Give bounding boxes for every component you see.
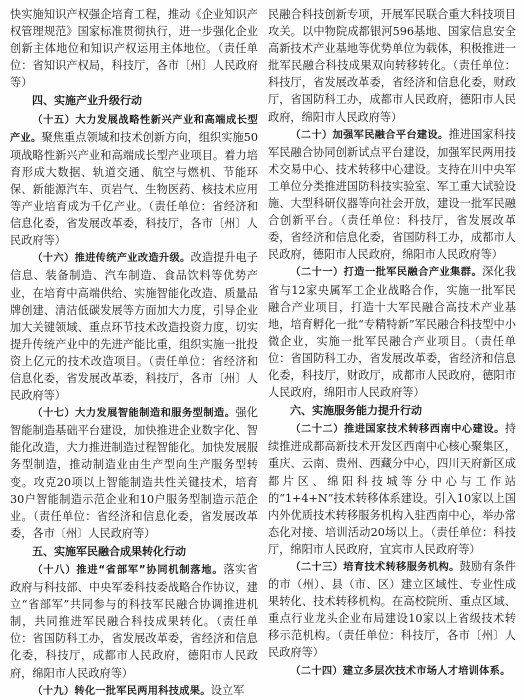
item-paragraph	[268, 263, 516, 401]
paragraph: 民融合科技创新专项，开展军民联合重大科技项目攻关。以中物院成都银河596基地、国家信息安全高新技术产业基地等优势单位为载体，积极推进一批军民融合科技成果双向转移转化。（责任单位：科技厅，省发展改革委，省经济和信息化委，财政厅，省国防科工办，成都市人民政府，德阳市人民政府，绵阳市人民政府等）	[268, 8, 516, 124]
item-title: （十五）大力发展战略性新兴产业和高端成长型产业。	[10, 114, 258, 144]
section-heading: 六、实施服务能力提升行动	[290, 404, 422, 418]
item-text: 聚焦重点领域和技术创新方向，组织实施50项战略性新兴产业和高端成长型产业项目。着力培育形成大数据、轨道交通、航空与燃机、节能环保、新能源汽车、页岩气、生物医药、核技术应用等产业培育成为千亿产业。（责任单位：省经济和信息化委，省发展改革委，科技厅，各市〔州〕人民政府等）	[10, 130, 258, 248]
item-title: （二十二）推进国家技术转移西南中心建设。	[290, 424, 505, 436]
item-paragraph	[10, 111, 258, 250]
item-paragraph	[10, 682, 258, 700]
right-column	[268, 6, 516, 685]
item-text: 持续推进成都高新技术开发区西南中心核心聚集区，重庆、云南、贵州、西藏分中心，四川天府新区成都片区、绵阳科技城等分中心与工作站的“1+4+N”技术转移体系建设。引入10家以上国内外优质技术转移服务机构入驻西南中心，举办常态化对接、培训活动20场以上。（责任单位：科技厅，绵阳市人民政府，宜宾市人民政府等）	[268, 422, 516, 556]
section-heading: 四、实施产业升级行动	[32, 94, 142, 108]
item-text: 鼓励有条件的市（州）、县（市、区）建立区域性、专业性成果转化、技术转移机构。在高校院所、重点区域、重点行业龙头企业布局建设10家以上省级技术转移示范机构。（责任单位：科技厅，各市〔州〕人民政府等）	[268, 560, 516, 660]
item-text: 设立军	[210, 683, 245, 697]
item-title: （十七）大力发展智能制造和服务型制造。	[32, 408, 236, 420]
item-text: 强化智能制造基础平台建设，加快推进企业数字化、智能化改造，大力推进制造过程智能化。加快发展服务型制造，推动制造业由生产型向生产服务型转变。攻克20项以上智能制造共性关键技术，培育30户智能制造示范企业和10户服务型制造示范企业。（责任单位：省经济和信息化委，省发展改革委，各市〔州〕人民政府等）	[10, 406, 258, 540]
item-title: （二十一）打造一批军民融合产业集群。	[290, 267, 483, 279]
item-title: （十六）推进传统产业改造升级。	[32, 253, 191, 265]
item-title: （二十）加强军民融合平台建设。	[290, 129, 449, 141]
item-title: （十九）转化一批军民两用科技成果。	[32, 685, 211, 697]
item-paragraph	[10, 249, 258, 404]
item-title: （二十四）建立多层次技术市场人才培训体系。	[290, 665, 511, 677]
item-paragraph	[10, 404, 258, 542]
item-paragraph	[268, 662, 516, 680]
item-text: 推进国家科技军民融合协同创新试点平台建设，加强军民两用技术交易中心、技术转移中心建设。支持在川中央军工单位分类推进国防科技实验室、军工重大试验设施、大型科研仪器等向社会开放，建设一批军民融合创新平台。（责任单位：科技厅，省发展改革委，省经济和信息化委，省国防科工办，成都市人民政府，德阳市人民政府，绵阳市人民政府等）	[268, 127, 516, 262]
paragraph: 快实施知识产权强企培育工程，推动《企业知识产权管理规范》国家标准贯彻执行，进一步强化企业创新主体地位和知识产权运用主体地位。（责任单位：省知识产权局，科技厅，各市〔州〕人民政府等）	[10, 8, 258, 90]
item-text: 深化我省与12家央属军工企业战略合作，实施一批军民融合产业项目，打造十大军民融合高技术产业基地，培育孵化一批“专精特新”军民融合科技型中小微企业，实施一批军民融合产业项目。（责任单位：省国防科工办，省发展改革委，省经济和信息化委，科技厅，财政厅，成都市人民政府，德阳市人民政府，绵阳市人民政府等）	[268, 265, 516, 400]
item-paragraph	[268, 420, 516, 558]
item-paragraph	[10, 561, 258, 682]
item-paragraph	[268, 126, 516, 264]
section-heading: 五、实施军民融合成果转化行动	[32, 544, 186, 558]
item-title: （十八）推进“省部军”协同机制落地。	[32, 565, 224, 576]
left-column	[10, 6, 258, 697]
item-paragraph	[268, 558, 516, 662]
item-text: 改造提升电子信息、装备制造、汽车制造、食品饮料等优势产业，在培育中高端供给、实施智能化改造、质量品牌创建、清洁低碳发展等方面加大力度，引导企业加大关键领域、重点环节技术改造投资力度，切实提升传统产业中的先进产能比重，组织实施一批投资上亿元的技术改造项目。（责任单位：省经济和信息化委，省发展改革委，科技厅，各市〔州〕人民政府等）	[10, 251, 258, 403]
item-title: （二十三）培育技术转移服务机构。	[290, 562, 460, 573]
item-text: 落实省政府与科技部、中央军委科技委战略合作协议，建立“省部军”共同参与的科技军民融合协调推进机制，共同推进军民融合科技成果转化。（责任单位：省国防科工办，省发展改革委，省经济和信息化委，科技厅，成都市人民政府，德阳市人民政府，绵阳市人民政府等）	[10, 563, 258, 680]
